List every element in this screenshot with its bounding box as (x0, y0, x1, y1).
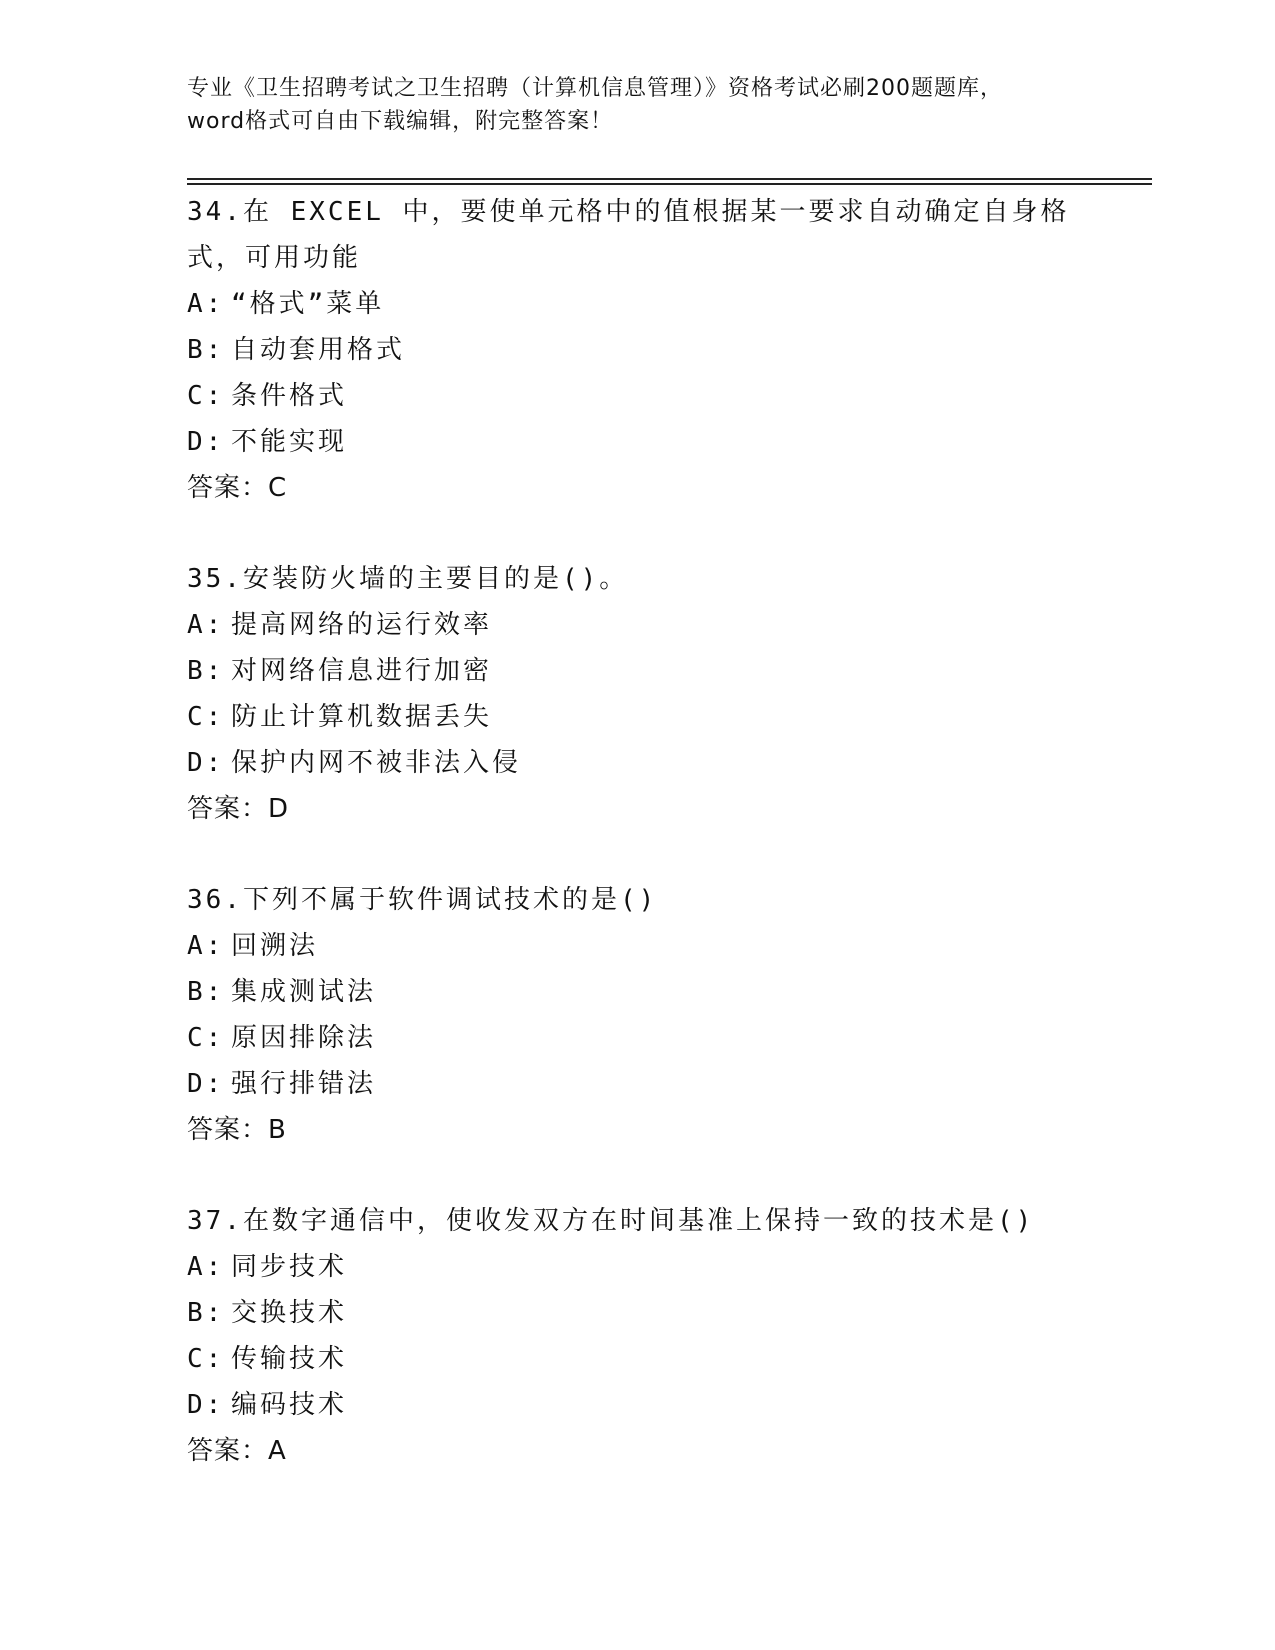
question-35 (187, 556, 1147, 832)
header-divider-top (187, 178, 1152, 180)
option-text: 保护内网不被非法入侵 (231, 748, 522, 778)
option-text: 条件格式 (231, 381, 348, 411)
header-line-2: word格式可自由下载编辑，附完整答案！ (187, 109, 614, 134)
option-text: 不能实现 (231, 427, 348, 457)
option-b (187, 969, 1147, 1015)
option-letter: A: (187, 610, 225, 640)
answer: 答案：A (187, 1436, 287, 1466)
option-b (187, 327, 1147, 373)
option-letter: B: (187, 977, 225, 1007)
option-text: 交换技术 (231, 1298, 348, 1328)
option-text: 对网络信息进行加密 (231, 656, 493, 686)
option-b (187, 1290, 1147, 1336)
option-letter: C: (187, 702, 225, 732)
option-letter: A: (187, 1252, 225, 1282)
option-a (187, 1244, 1147, 1290)
option-text: “格式”菜单 (231, 289, 385, 319)
option-letter: D: (187, 1069, 225, 1099)
question-stem: 36.下列不属于软件调试技术的是() (187, 885, 658, 915)
option-text: 传输技术 (231, 1344, 348, 1374)
question-stem: 34.在 EXCEL 中，要使单元格中的值根据某一要求自动确定自身格式，可用功能 (187, 197, 1070, 273)
option-letter: D: (187, 1390, 225, 1420)
option-text: 防止计算机数据丢失 (231, 702, 493, 732)
option-letter: C: (187, 381, 225, 411)
question-stem: 35.安装防火墙的主要目的是()。 (187, 564, 629, 594)
option-letter: A: (187, 931, 225, 961)
option-d (187, 419, 1147, 465)
option-letter: C: (187, 1344, 225, 1374)
option-c (187, 1015, 1147, 1061)
option-c (187, 1336, 1147, 1382)
option-c (187, 373, 1147, 419)
option-letter: D: (187, 427, 225, 457)
option-letter: B: (187, 1298, 225, 1328)
question-34 (187, 189, 1147, 511)
option-text: 同步技术 (231, 1252, 348, 1282)
answer: 答案：D (187, 794, 290, 824)
option-text: 编码技术 (231, 1390, 348, 1420)
answer: 答案：C (187, 473, 288, 503)
question-37 (187, 1198, 1147, 1474)
option-letter: A: (187, 289, 225, 319)
option-text: 提高网络的运行效率 (231, 610, 493, 640)
option-d (187, 740, 1147, 786)
option-letter: B: (187, 335, 225, 365)
answer: 答案：B (187, 1115, 287, 1145)
option-b (187, 648, 1147, 694)
header-divider-bottom (187, 183, 1152, 185)
option-text: 自动套用格式 (231, 335, 406, 365)
option-c (187, 694, 1147, 740)
option-letter: C: (187, 1023, 225, 1053)
option-a (187, 923, 1147, 969)
option-text: 原因排除法 (231, 1023, 377, 1053)
option-letter: D: (187, 748, 225, 778)
header-line-1: 专业《卫生招聘考试之卫生招聘（计算机信息管理）》资格考试必刷200题题库， (187, 76, 1003, 101)
option-text: 回溯法 (231, 931, 319, 961)
question-list (187, 189, 1147, 1519)
document-header (187, 72, 1087, 138)
option-d (187, 1382, 1147, 1428)
option-a (187, 281, 1147, 327)
question-stem: 37.在数字通信中，使收发双方在时间基准上保持一致的技术是() (187, 1206, 1035, 1236)
option-text: 强行排错法 (231, 1069, 377, 1099)
option-letter: B: (187, 656, 225, 686)
option-a (187, 602, 1147, 648)
question-36 (187, 877, 1147, 1153)
option-text: 集成测试法 (231, 977, 377, 1007)
option-d (187, 1061, 1147, 1107)
